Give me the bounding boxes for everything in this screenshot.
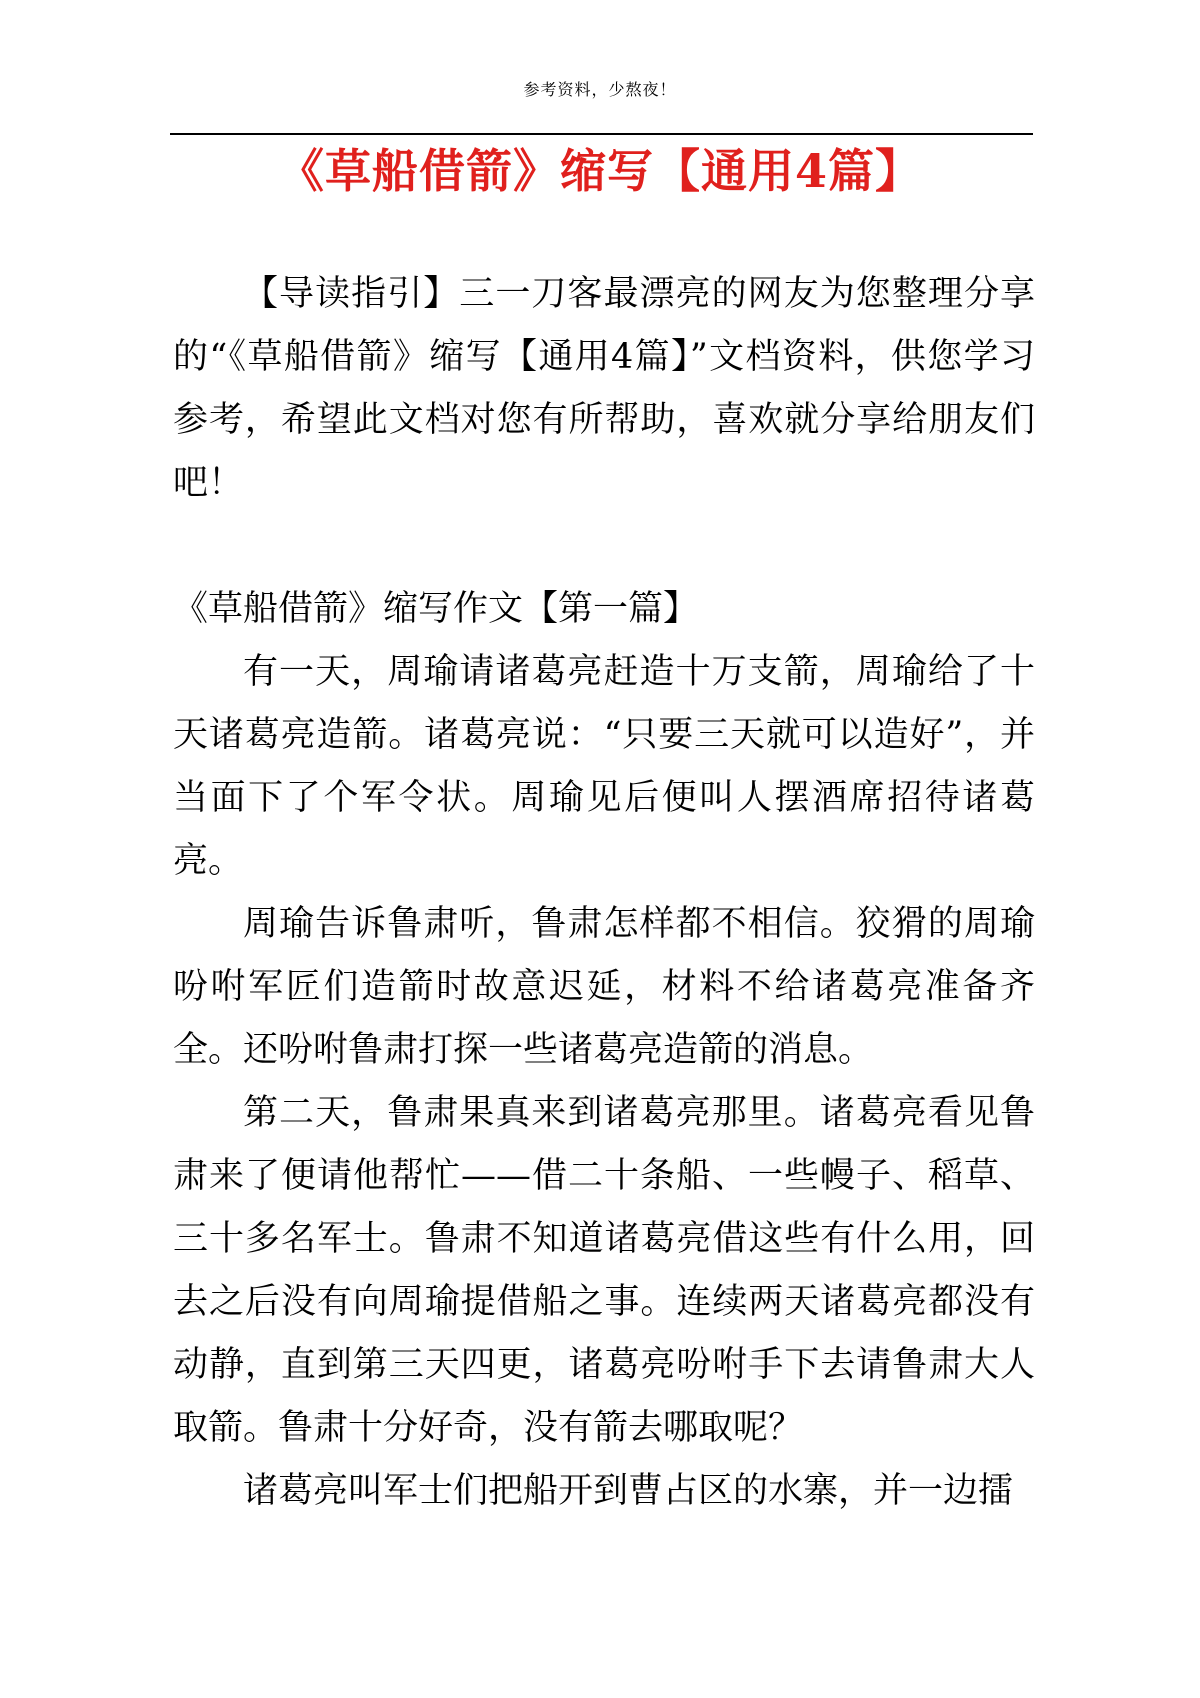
intro-paragraph: 【导读指引】三一刀客最漂亮的网友为您整理分享的“《草船借箭》缩写【通用4篇】”文档资料，供您学习参考，希望此文档对您有所帮助，喜欢就分享给朋友们吧！ [173, 274, 1035, 503]
document-title: 《草船借箭》缩写【通用4篇】 [277, 144, 922, 198]
intro-section [173, 263, 1035, 515]
story-paragraph-2: 周瑜告诉鲁肃听，鲁肃怎样都不相信。狡猾的周瑜吩咐军匠们造箭时故意迟延，材料不给诸葛亮准备齐全。还吩咐鲁肃打探一些诸葛亮造箭的消息。 [173, 904, 1035, 1070]
chapter-heading: 《草船借箭》缩写作文【第一篇】 [173, 589, 699, 629]
story-paragraph-1: 有一天，周瑜请诸葛亮赶造十万支箭，周瑜给了十天诸葛亮造箭。诸葛亮说：“只要三天就可以造好”，并当面下了个军令状。周瑜见后便叫人摆酒席招待诸葛亮。 [173, 652, 1035, 881]
header-divider [170, 133, 1033, 135]
story-paragraph-3: 第二天，鲁肃果真来到诸葛亮那里。诸葛亮看见鲁肃来了便请他帮忙——借二十条船、一些幔子、稻草、三十多名军士。鲁肃不知道诸葛亮借这些有什么用，回去之后没有向周瑜提借船之事。连续两天诸葛亮都没有动静，直到第三天四更，诸葛亮吩咐手下去请鲁肃大人取箭。鲁肃十分好奇，没有箭去哪取呢？ [173, 1093, 1035, 1448]
header-note: 参考资料，少熬夜！ [523, 80, 677, 99]
story-section [173, 641, 1035, 1523]
story-paragraph-4: 诸葛亮叫军士们把船开到曹占区的水寨，并一边擂 [243, 1471, 1014, 1511]
